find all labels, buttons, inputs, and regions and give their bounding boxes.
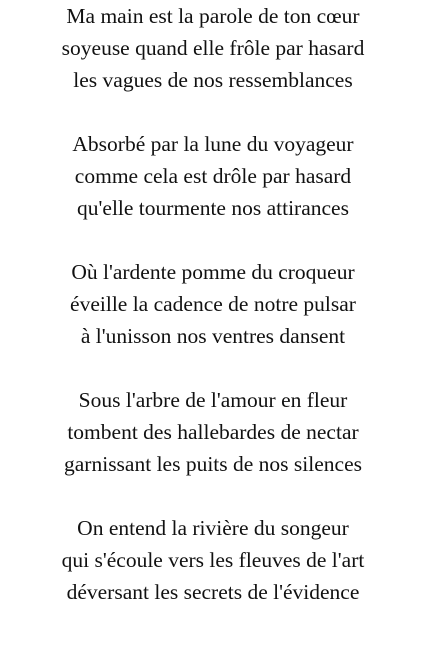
poem-line: comme cela est drôle par hasard — [74, 164, 352, 188]
poem-line: qui s'écoule vers les fleuves de l'art — [61, 548, 365, 572]
stanza-gap — [0, 352, 426, 384]
poem-line: garnissant les puits de nos silences — [64, 452, 362, 476]
stanza-gap — [0, 224, 426, 256]
stanza-gap — [0, 96, 426, 128]
poem-line: déversant les secrets de l'évidence — [66, 580, 360, 604]
stanza-3 — [0, 256, 426, 352]
stanza-gap — [0, 480, 426, 512]
poem-line: tombent des hallebardes de nectar — [67, 420, 359, 444]
poem-line: Absorbé par la lune du voyageur — [72, 132, 354, 156]
stanza-5 — [0, 512, 426, 608]
poem-line: Sous l'arbre de l'amour en fleur — [78, 388, 348, 412]
poem-line: On entend la rivière du songeur — [77, 516, 349, 540]
stanza-1 — [0, 0, 426, 96]
stanza-2 — [0, 128, 426, 224]
poem-line: soyeuse quand elle frôle par hasard — [61, 36, 365, 60]
poem-line: éveille la cadence de notre pulsar — [70, 292, 356, 316]
poem-line: qu'elle tourmente nos attirances — [77, 196, 349, 220]
poem-line: à l'unisson nos ventres dansent — [80, 324, 346, 348]
poem-line: Ma main est la parole de ton cœur — [66, 4, 360, 28]
poem-line: les vagues de nos ressemblances — [73, 68, 353, 92]
poem-line: Où l'ardente pomme du croqueur — [71, 260, 355, 284]
stanza-4 — [0, 384, 426, 480]
